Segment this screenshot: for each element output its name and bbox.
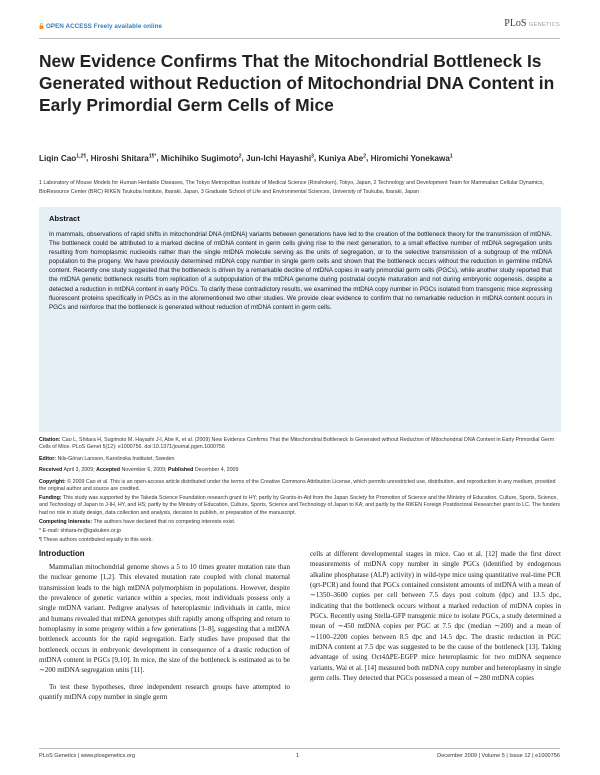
editor-label: Editor:	[39, 456, 57, 462]
abstract-heading: Abstract	[49, 214, 80, 223]
funding	[39, 495, 561, 517]
journal-logo-genetics: GENETICS	[529, 22, 560, 28]
author	[371, 154, 453, 163]
funding-text: This study was supported by the Takeda Science Foundation research grant to HY; partly by Grants-in-Aid from the Japan Society for Promotion of Science and the Ministry of Education, Culture, Sports, Science, and Technology of Japan to J-IH, HY, and HS; partly by the Ministry of Education, Culture, Sports, Science and Technology of Japan to KA; and partly by the RIKEN Foreign Postdoctoral Researcher grant to LC. The funders had no role in study design, data collection and analysis, decision to publish, or preparation of the manuscript.	[39, 495, 561, 516]
competing-interests-label: Competing Interests:	[39, 519, 94, 525]
funding-label: Funding:	[39, 495, 62, 501]
published-date: December 4, 2009	[194, 467, 239, 473]
page-footer	[39, 748, 560, 763]
author-name: Jun-Ichi Hayashi	[246, 153, 312, 163]
accepted-date: November 6, 2009;	[121, 467, 167, 473]
competing-interests-text: The authors have declared that no competing interests exist.	[93, 519, 236, 525]
abstract-text: In mammals, observations of rapid shifts in mitochondrial DNA (mtDNA) variants between generations have led to the creation of the bottleneck theory for the transmission of mtDNA. The bottleneck could be attributed to a marked decline of mtDNA content in germ cells giving rise to the next generation, to a small effective number of mtDNA segregation units resulting from homoplasmic nucleoids rather than the single mtDNA molecule serving as the units of segregation, or to the selective transmission of a subgroup of the mtDNA population to the progeny. We have previously determined mtDNA copy number in single germ cells and shown that the bottleneck occurs without the reduction in germline mtDNA content. Recently one study suggested that the bottleneck is driven by a remarkable decline of mtDNA copies in early primordial germ cells (PGCs), while another study reported that the mtDNA genetic bottleneck results from replication of a subpopulation of the mtDNA genome during postnatal oocyte maturation and not during embryonic oogenesis, despite a detected a reduction in mtDNA content in early PGCs. To clarify these contradictory results, we examined the mtDNA copy number in PGCs isolated from transgenic mice expressing fluorescent proteins specifically in PGCs as in the aforementioned two other studies. We provide clear evidence to confirm that no remarkable reduction in mtDNA content occurs in PGCs and reinforce that the bottleneck is generated without reduction of mtDNA content in germ cells.	[49, 231, 552, 311]
corresponding-email-label: * E-mail:	[39, 528, 61, 534]
copyright-text: © 2009 Cao et al. This is an open-access article distributed under the terms of the Creative Commons Attribution License, which permits unrestricted use, distribution, and reproduction in any medium, provided the original author and source are credited.	[39, 479, 556, 493]
competing-interests	[39, 519, 561, 526]
published-label: Published	[168, 467, 194, 473]
intro-paragraph-1: Mammalian mitochondrial genome shows a 5 to 10 times greater mutation rate than the nuclear genome [1,2]. This elevated mutation rate coupled with clonal maternal transmission leads to the high mtDNA polymorphism in populations. However, despite the prevalence of genetic variance within a species, most individuals possess only a single mtDNA variant. Pedigree analyses of heteroplasmic individuals in cattle, mice and humans revealed that mtDNA genotypes shift rapidly among offspring and return to homoplasmy in some progeny within a few generations [3–8], suggesting that a mtDNA bottleneck accounts for the rapid segregation. Early studies have proposed that the bottleneck occurs in embryonic development in consequence of a drastic reduction of mtDNA content in PGCs [9,10]. In mice, the size of the bottleneck is estimated as to be ∼200 mtDNA segregation units [11].	[39, 563, 290, 675]
author-name: Liqin Cao	[39, 153, 77, 163]
article-title: New Evidence Confirms That the Mitochondrial Bottleneck Is Generated without Reduction of Mitochondrial DNA Content in Early Primordial Germ Cells of Mice	[39, 51, 555, 115]
author	[246, 154, 314, 163]
author-affiliation-mark: 3	[311, 153, 314, 159]
citation-text: Cao L, Shitara H, Sugimoto M, Hayashi J-I, Abe K, et al. (2009) New Evidence Confirms That the Mitochondrial Bottleneck Is Generated without Reduction of Mitochondrial DNA Content in Early Primordial Germ Cells of Mice. PLoS Genet 5(12): e1000756. doi:10.1371/journal.pgen.1000756	[39, 437, 555, 451]
introduction-heading: Introduction	[39, 549, 85, 558]
open-access-label	[39, 23, 162, 30]
intro-paragraph-2: To test these hypotheses, three independent research groups have attempted to quantify mtDNA copy number in single germ	[39, 682, 290, 702]
dates	[39, 467, 561, 474]
editor-text: Nils-Göran Larsson, Karolinska Institutet, Sweden	[57, 456, 175, 462]
author-name: Kuniya Abe	[318, 153, 364, 163]
author-name: Hiromichi Yonekawa	[370, 153, 450, 163]
open-access-lock-icon	[39, 23, 44, 29]
citation	[39, 437, 561, 452]
author	[318, 154, 366, 163]
citation-label: Citation:	[39, 437, 61, 443]
author-list: Liqin Cao$^{1,2\P}$, Hiroshi Shitara$^{1\P*}$, Michihiko Sugimoto$^2$, Jun-Ichi Hayashi$^3$, Kuniya Abe$^2$, Hiromichi Yonekawa$^1$	[39, 153, 453, 163]
accepted-label: Accepted	[96, 467, 120, 473]
intro-paragraph-3: cells at different developmental stages in mice. Cao et al. [12] made the first direct measurements of mtDNA copy number in single PGCs (identified by endogenous alkaline phosphatase (ALP) activity) in wild-type mice using quantitative real-time PCR (qrt-PCR) and found that PGCs contained consistent amounts of mtDNA with a mean of ∼1350–3600 copies per cell between 7.5 days post coitum (dpc) and 13.5 dpc, indicating that the bottleneck occurs without a marked reduction of mtDNA copies in PGCs. Recently using Stella-GFP transgenic mice to isolate PGCs, a study determined a mean of ∼450 mtDNA copies per PGC at 7.5 dpc (median ∼200) and a mean of ∼1100–2200 copies between 8.5 dpc and 14.5 dpc. The drastic reduction in PGC mtDNA content at 7.5 dpc was suggested to be the cause of the bottleneck [13]. Taking advantage of using Oct4ΔPE-EGFP mice heteroplasmic for two mtDNA sequence variants, Wai et al. [14] measured both mtDNA copy number and heteroplasmy in single germ cells. They detected that PGCs possessed a mean of ∼280 mtDNA copies	[310, 550, 561, 683]
received-date: April 3, 2009;	[63, 467, 95, 473]
editor	[39, 456, 561, 463]
open-access-text: OPEN ACCESS Freely available online	[46, 23, 163, 30]
equal-contribution	[39, 537, 561, 544]
journal-header	[39, 16, 560, 39]
author-affiliation-mark: 2	[363, 153, 366, 159]
footer-page-number: 1	[296, 753, 300, 759]
author	[39, 154, 86, 163]
journal-logo	[504, 18, 560, 29]
copyright	[39, 479, 561, 494]
footer-issue: December 2009 | Volume 5 | Issue 12 | e1000756	[437, 753, 560, 759]
abstract-box	[39, 207, 561, 432]
corresponding-email	[39, 528, 561, 535]
corresponding-email-text[interactable]: shitara-hr@igakuken.or.jp	[60, 528, 121, 534]
author-name: Michihiko Sugimoto	[160, 153, 239, 163]
affiliations: 1 Laboratory of Mouse Models for Human Heritable Diseases, The Tokyo Metropolitan Institute of Medical Science (Rinshoken), Tokyo, Japan, 2 Technology and Development Team for Mammalian Cellular Dynamics, BioResource Center (BRC) RIKEN Tsukuba Institute, Ibaraki, Japan, 3 Graduate School of Life and Environmental Sciences, University of Tsukuba, Ibaraki, Japan	[39, 180, 545, 196]
journal-logo-plos: PLoS	[504, 18, 527, 29]
author-affiliation-mark: 1¶*	[148, 153, 157, 159]
footer-journal: PLoS Genetics | www.plosgenetics.org	[39, 753, 135, 759]
author-affiliation-mark: 2	[238, 153, 242, 159]
author-affiliation-mark: 1,2¶	[76, 153, 87, 159]
copyright-label: Copyright:	[39, 479, 66, 485]
author-affiliation-mark: 1	[449, 153, 453, 159]
author	[161, 154, 242, 163]
body-column-left	[39, 549, 290, 702]
author	[91, 154, 157, 163]
received-label: Received	[39, 467, 63, 473]
equal-contribution-text: ¶ These authors contributed equally to this work.	[39, 537, 153, 543]
body-column-right	[310, 549, 561, 683]
author-name: Hiroshi Shitara	[90, 153, 149, 163]
